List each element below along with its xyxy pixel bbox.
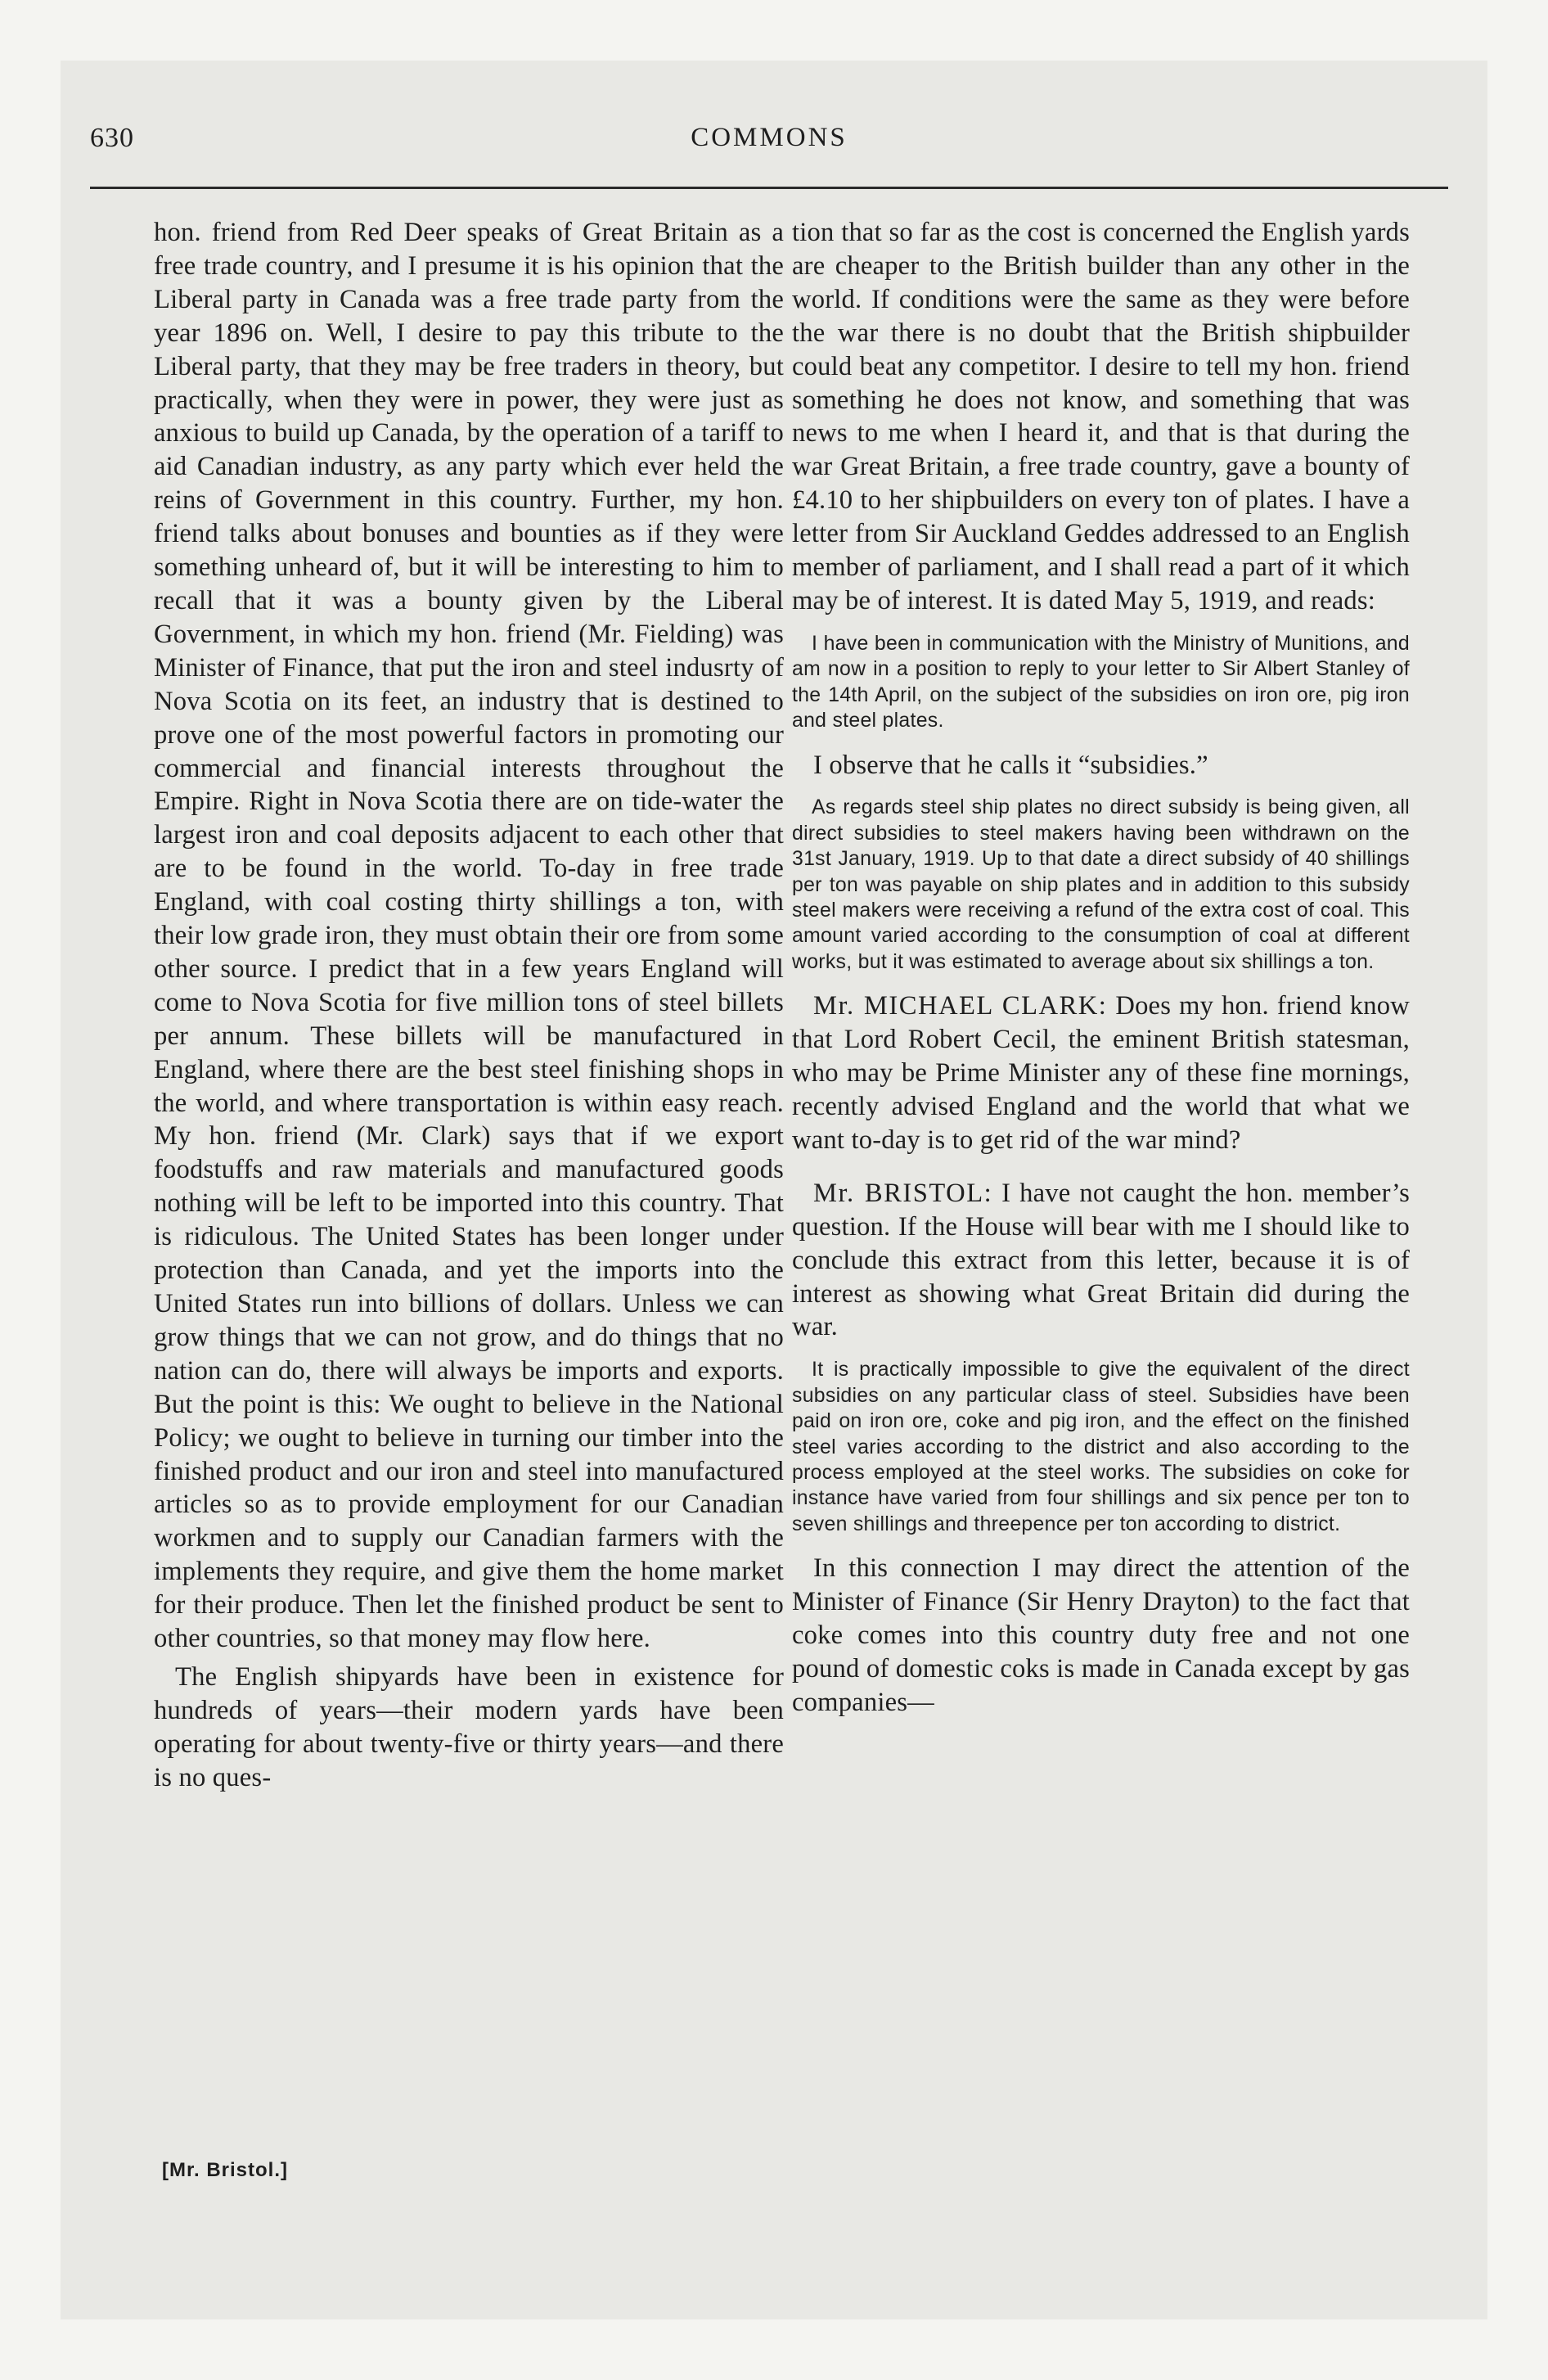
footer-speaker-tag: [Mr. Bristol.] [162, 2159, 289, 2181]
speech-bristol [792, 1177, 1410, 1345]
speech-text: Does my hon. friend know that Lord Robert Cecil, the eminent British statesman, who may be Prime Minister any of these fine mornings, recently advised England and the world that what we want to-day is to get rid of the war mind? [792, 991, 1410, 1155]
speaker-name: Mr. MICHAEL CLARK: [813, 991, 1108, 1021]
header-rule [90, 187, 1448, 189]
letter-quote-2: As regards steel ship plates no direct subsidy is being given, all direct subsidies to steel makers having been withdrawn on the 31st January, 1919. Up to that date a direct subsidy of 40 shillings per ton was payable on ship plates and in addition to this subsidy steel makers were receiving a refund of the extra cost of coal. This amount varied according to the consumption of coal at different works, but it was estimated to average about six shillings a ton. [792, 796, 1410, 973]
running-head: COMMONS [691, 123, 848, 152]
speech-clark [792, 989, 1410, 1157]
speech-text: I have not caught the hon. member’s question. If the House will bear with me I should like to conclude this extract from this letter, because it is of interest as showing what Great Britain did during the war. [792, 1178, 1410, 1342]
right-paragraph-1: tion that so far as the cost is concerned the English yards are cheaper to the British builder than any other in the world. If conditions were the same as they were before the war there is no doubt that the British shipbuilder could beat any competitor. I desire to tell my hon. friend something he does not know, and something that was news to me when I heard it, and that is that during the war Great Britain, a free trade country, gave a bounty of £4.10 to her shipbuilders on every ton of plates. I have a letter from Sir Auckland Geddes addressed to an English member of parliament, and I shall read a part of it which may be of interest. It is dated May 5, 1919, and reads: [792, 218, 1410, 615]
right-column [792, 216, 1410, 1720]
letter-quote-1: I have been in communication with the Ministry of Munitions, and am now in a position to reply to your letter to Sir Albert Stanley of the 14th April, on the subject of the subsidies on iron ore, pig iron and steel plates. [792, 632, 1410, 732]
page-number: 630 [90, 123, 134, 153]
letter-quote-3: It is practically impossible to give the equivalent of the direct subsidies on any particular class of steel. Subsidies have been paid on iron ore, coke and pig iron, and the effect on the finished steel varies according to the district and also according to the process employed at the steel works. The subsidies on coke for instance have varied from four shillings and six pence per ton to seven shillings and threepence per ton according to district. [792, 1359, 1410, 1535]
speaker-name: Mr. BRISTOL: [813, 1178, 993, 1208]
left-paragraph-2: The English shipyards have been in existence for hundreds of years—their modern yards have been operating for about twenty-five or thirty years—and there is no ques- [154, 1661, 784, 1792]
right-paragraph-2: I observe that he calls it “subsidies.” [813, 750, 1208, 780]
right-paragraph-5: In this connection I may direct the attention of the Minister of Finance (Sir Henry Drayton) to the fact that coke comes into this country duty free and not one pound of domestic coks is made in Canada except by gas companies— [792, 1553, 1410, 1717]
left-column [154, 216, 784, 1795]
page-header [90, 123, 1448, 172]
left-paragraph-1: hon. friend from Red Deer speaks of Great Britain as a free trade country, and I presume it is his opinion that the Liberal party in Canada was a free trade party from the year 1896 on. Well, I desire to pay this tribute to the Liberal party, that they may be free traders in theory, but practically, when they were in power, they were just as anxious to build up Canada, by the operation of a tariff to aid Canadian industry, as any party which ever held the reins of Government in this country. Further, my hon. friend talks about bonuses and bounties as if they were something unheard of, but it will be interesting to him to recall that it was a bounty given by the Liberal Government, in which my hon. friend (Mr. Fielding) was Minister of Finance, that put the iron and steel indusrty of Nova Scotia on its feet, an industry that is destined to prove one of the most powerful factors in promoting our commercial and financial interests throughout the Empire. Right in Nova Scotia there are on tide-water the largest iron and coal deposits adjacent to each other that are to be found in the world. To-day in free trade England, with coal costing thirty shillings a ton, with their low grade iron, they must obtain their ore from some other source. I predict that in a few years England will come to Nova Scotia for five million tons of steel billets per annum. These billets will be manufactured in England, where there are the best steel finishing shops in the world, and where transportation is within easy reach. My hon. friend (Mr. Clark) says that if we export foodstuffs and raw materials and manufactured goods nothing will be left to be imported into this country. That is ridiculous. The United States has been longer under protection than Canada, and yet the imports into the United States run into billions of dollars. Unless we can grow things that we can not grow, and do things that no nation can do, there will always be imports and exports. But the point is this: We ought to believe in the National Policy; we ought to believe in turning our timber into the finished product and our iron and steel into manufactured articles so as to provide employment for our Canadian workmen and to supply our Canadian farmers with the implements they require, and give them the home market for their produce. Then let the finished product be sent to other countries, so that money may flow here. [154, 218, 784, 1654]
